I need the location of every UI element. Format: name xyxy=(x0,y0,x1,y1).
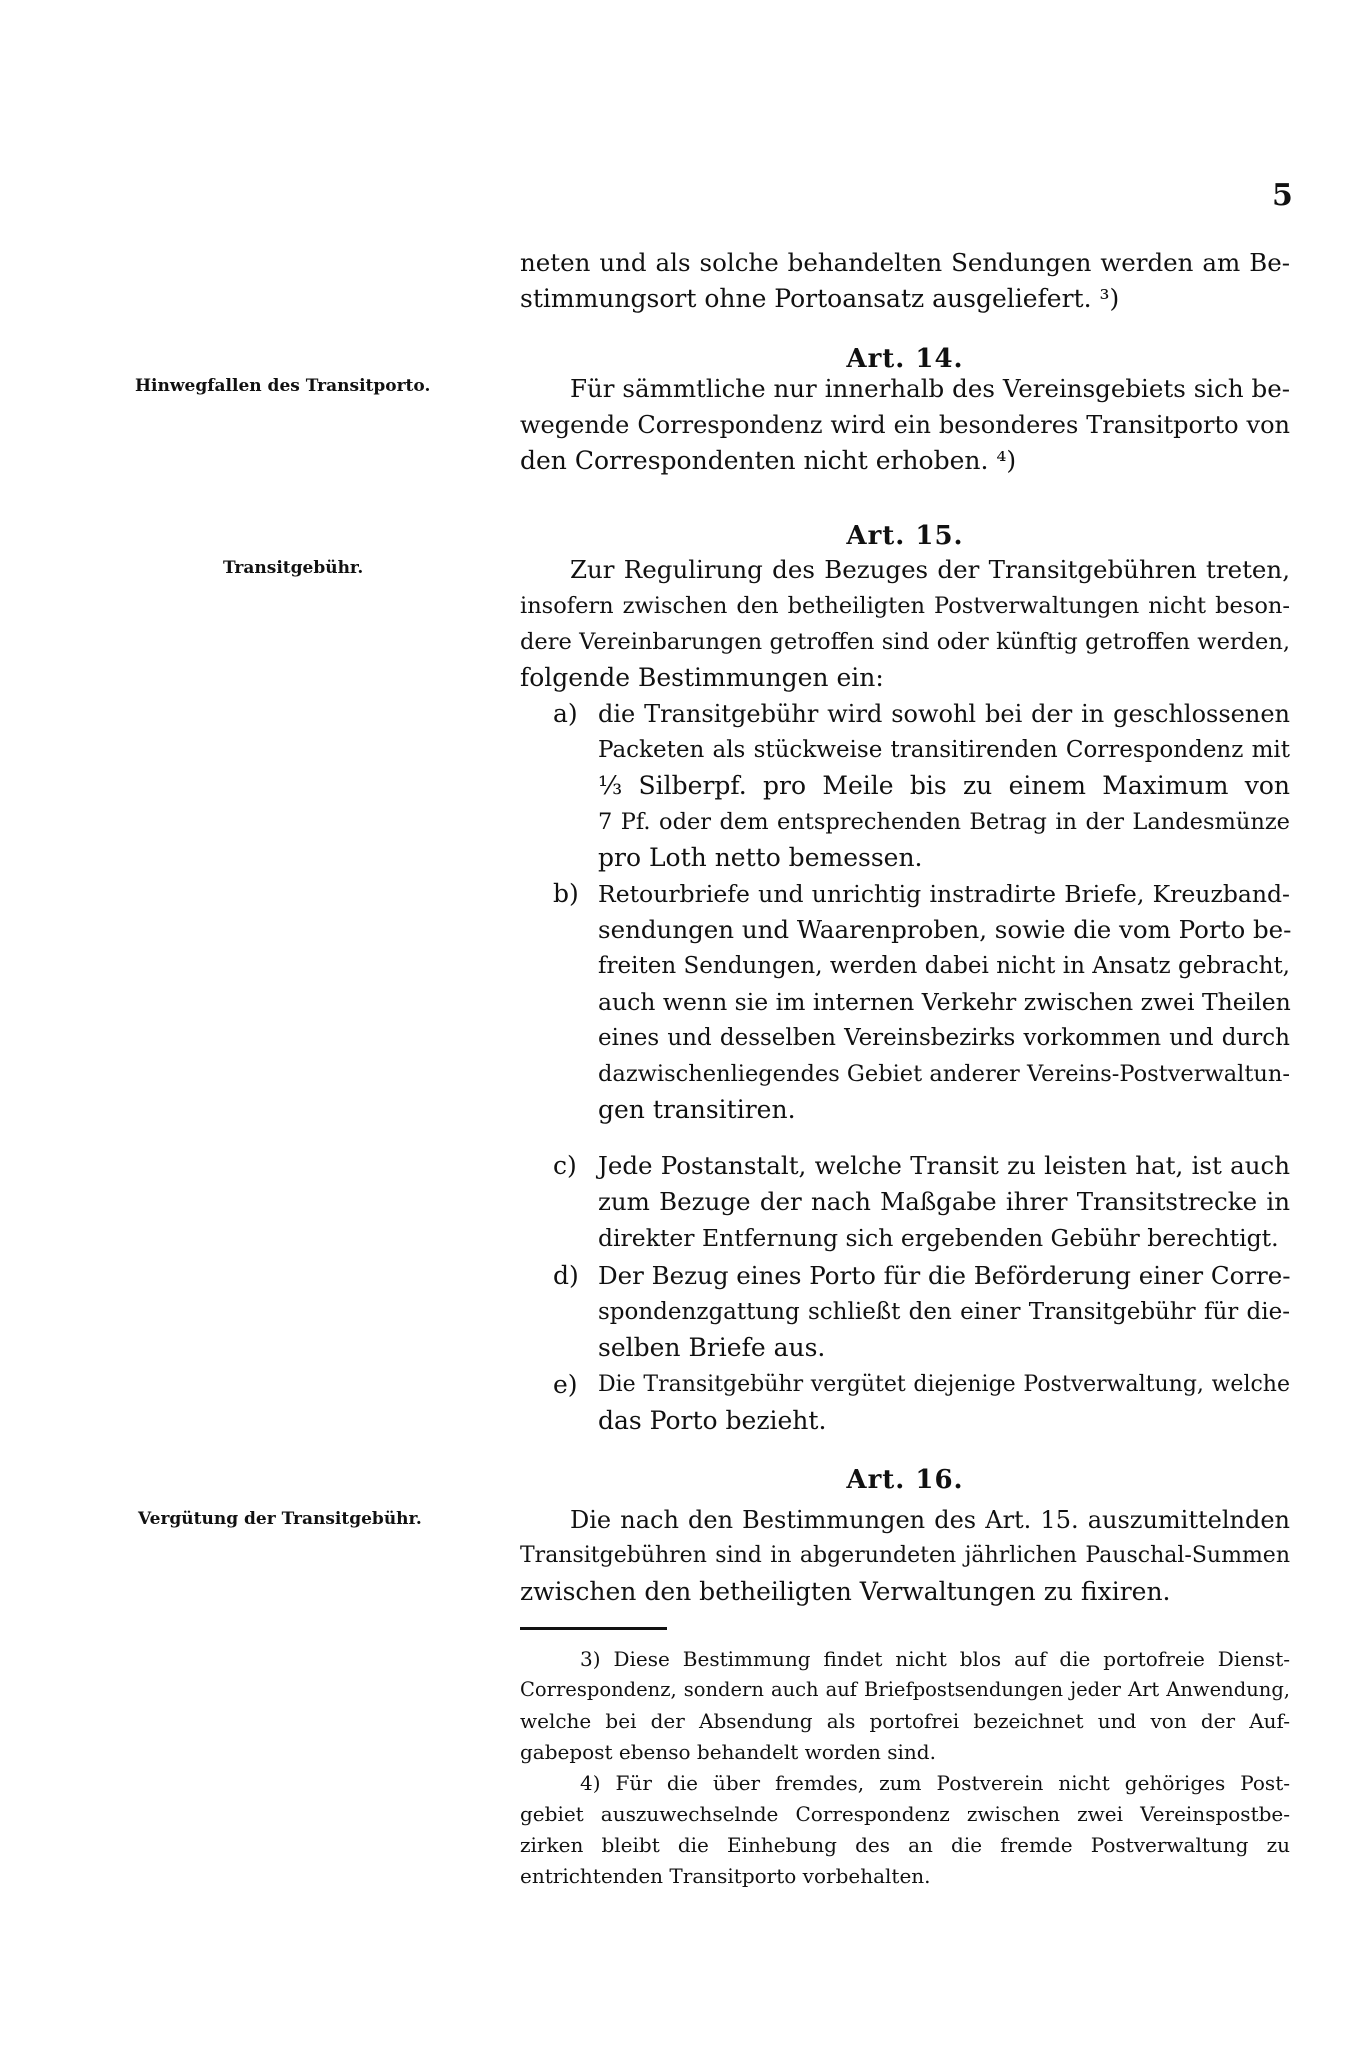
list-item-line: sendungen und Waarenproben, sowie die vom Porto be- xyxy=(598,915,1292,944)
list-label: c) xyxy=(553,1151,577,1180)
body-line: Transitgebühren sind in abgerundeten jährlichen Pauschal-Summen xyxy=(520,1543,1290,1568)
body-line: dere Vereinbarungen getroffen sind oder künftig getroffen werden, xyxy=(520,629,1290,655)
list-item-line: gen transitiren. xyxy=(598,1095,796,1124)
list-item-line: pro Loth netto bemessen. xyxy=(598,843,923,872)
footnote-line: zirken bleibt die Einhebung des an die fremde Postverwaltung zu xyxy=(520,1833,1290,1857)
footnote-line: 3) Diese Bestimmung findet nicht blos auf die portofreie Dienst- xyxy=(580,1647,1290,1671)
list-item-line: ⅓ Silberpf. pro Meile bis zu einem Maximum von xyxy=(598,771,1290,800)
list-label: b) xyxy=(553,879,579,908)
footnote-line: 4) Für die über fremdes, zum Postverein nicht gehöriges Post- xyxy=(580,1771,1290,1795)
body-line: zwischen den betheiligten Verwaltungen zu fixiren. xyxy=(520,1577,1171,1606)
body-line: folgende Bestimmungen ein: xyxy=(520,663,884,692)
article-heading: Art. 16. xyxy=(846,1465,964,1495)
footnote-line: gabepost ebenso behandelt worden sind. xyxy=(520,1740,936,1764)
article-heading: Art. 14. xyxy=(846,344,964,374)
margin-note: Transitgebühr. xyxy=(223,558,364,578)
margin-note: Vergütung der Transitgebühr. xyxy=(138,1509,422,1529)
list-item-line: das Porto bezieht. xyxy=(598,1406,827,1435)
list-item-line: Jede Postanstalt, welche Transit zu leisten hat, ist auch xyxy=(598,1151,1290,1180)
body-line: wegende Correspondenz wird ein besonderes Transitporto von xyxy=(520,411,1290,439)
footnote-line: Correspondenz, sondern auch auf Briefpostsendungen jeder Art Anwendung, xyxy=(520,1678,1290,1701)
list-item-line: direkter Entfernung sich ergebenden Gebühr berechtigt. xyxy=(598,1224,1279,1252)
list-item-line: Retourbriefe und unrichtig instradirte Briefe, Kreuzband- xyxy=(598,880,1290,908)
body-line: insofern zwischen den betheiligten Postverwaltungen nicht beson- xyxy=(520,593,1290,619)
body-line: Die nach den Bestimmungen des Art. 15. auszumittelnden xyxy=(570,1506,1290,1534)
list-item-line: freiten Sendungen, werden dabei nicht in Ansatz gebracht, xyxy=(598,953,1290,979)
body-line: stimmungsort ohne Portoansatz ausgeliefert. ³) xyxy=(520,284,1120,313)
footnote-line: entrichtenden Transitporto vorbehalten. xyxy=(520,1864,931,1888)
body-line: den Correspondenten nicht erhoben. ⁴) xyxy=(520,446,1017,475)
list-item-line: auch wenn sie im internen Verkehr zwischen zwei Theilen xyxy=(598,988,1291,1016)
list-item-line: zum Bezuge der nach Maßgabe ihrer Transitstrecke in xyxy=(598,1187,1290,1216)
margin-note: Hinwegfallen des Transitporto. xyxy=(135,376,431,396)
list-item-line: spondenzgattung schließt den einer Transitgebühr für die- xyxy=(598,1299,1290,1325)
list-item-line: Der Bezug eines Porto für die Beförderung einer Corre- xyxy=(598,1261,1291,1290)
list-item-line: die Transitgebühr wird sowohl bei der in geschlossenen xyxy=(598,700,1290,728)
list-item-line: dazwischenliegendes Gebiet anderer Vereins-Postverwaltun- xyxy=(598,1061,1290,1087)
body-line: neten und als solche behandelten Sendungen werden am Be- xyxy=(520,248,1290,277)
list-item-line: 7 Pf. oder dem entsprechenden Betrag in der Landesmünze xyxy=(598,809,1290,835)
list-label: d) xyxy=(553,1261,579,1290)
article-heading: Art. 15. xyxy=(846,521,964,551)
footnote-divider xyxy=(520,1627,667,1630)
body-line: Für sämmtliche nur innerhalb des Vereinsgebiets sich be- xyxy=(570,374,1290,403)
list-label: a) xyxy=(553,699,578,728)
list-label: e) xyxy=(553,1370,578,1399)
footnote-line: gebiet auszuwechselnde Correspondenz zwischen zwei Vereinspostbe- xyxy=(520,1802,1290,1826)
list-item-line: Die Transitgebühr vergütet diejenige Postverwaltung, welche xyxy=(598,1372,1290,1397)
list-item-line: selben Briefe aus. xyxy=(598,1333,826,1362)
footnote-line: welche bei der Absendung als portofrei bezeichnet und von der Auf- xyxy=(520,1709,1290,1733)
page-number: 5 xyxy=(1272,178,1293,213)
list-item-line: eines und desselben Vereinsbezirks vorkommen und durch xyxy=(598,1025,1290,1051)
list-item-line: Packeten als stückweise transitirenden Correspondenz mit xyxy=(598,737,1290,763)
body-line: Zur Regulirung des Bezuges der Transitgebühren treten, xyxy=(570,555,1290,584)
